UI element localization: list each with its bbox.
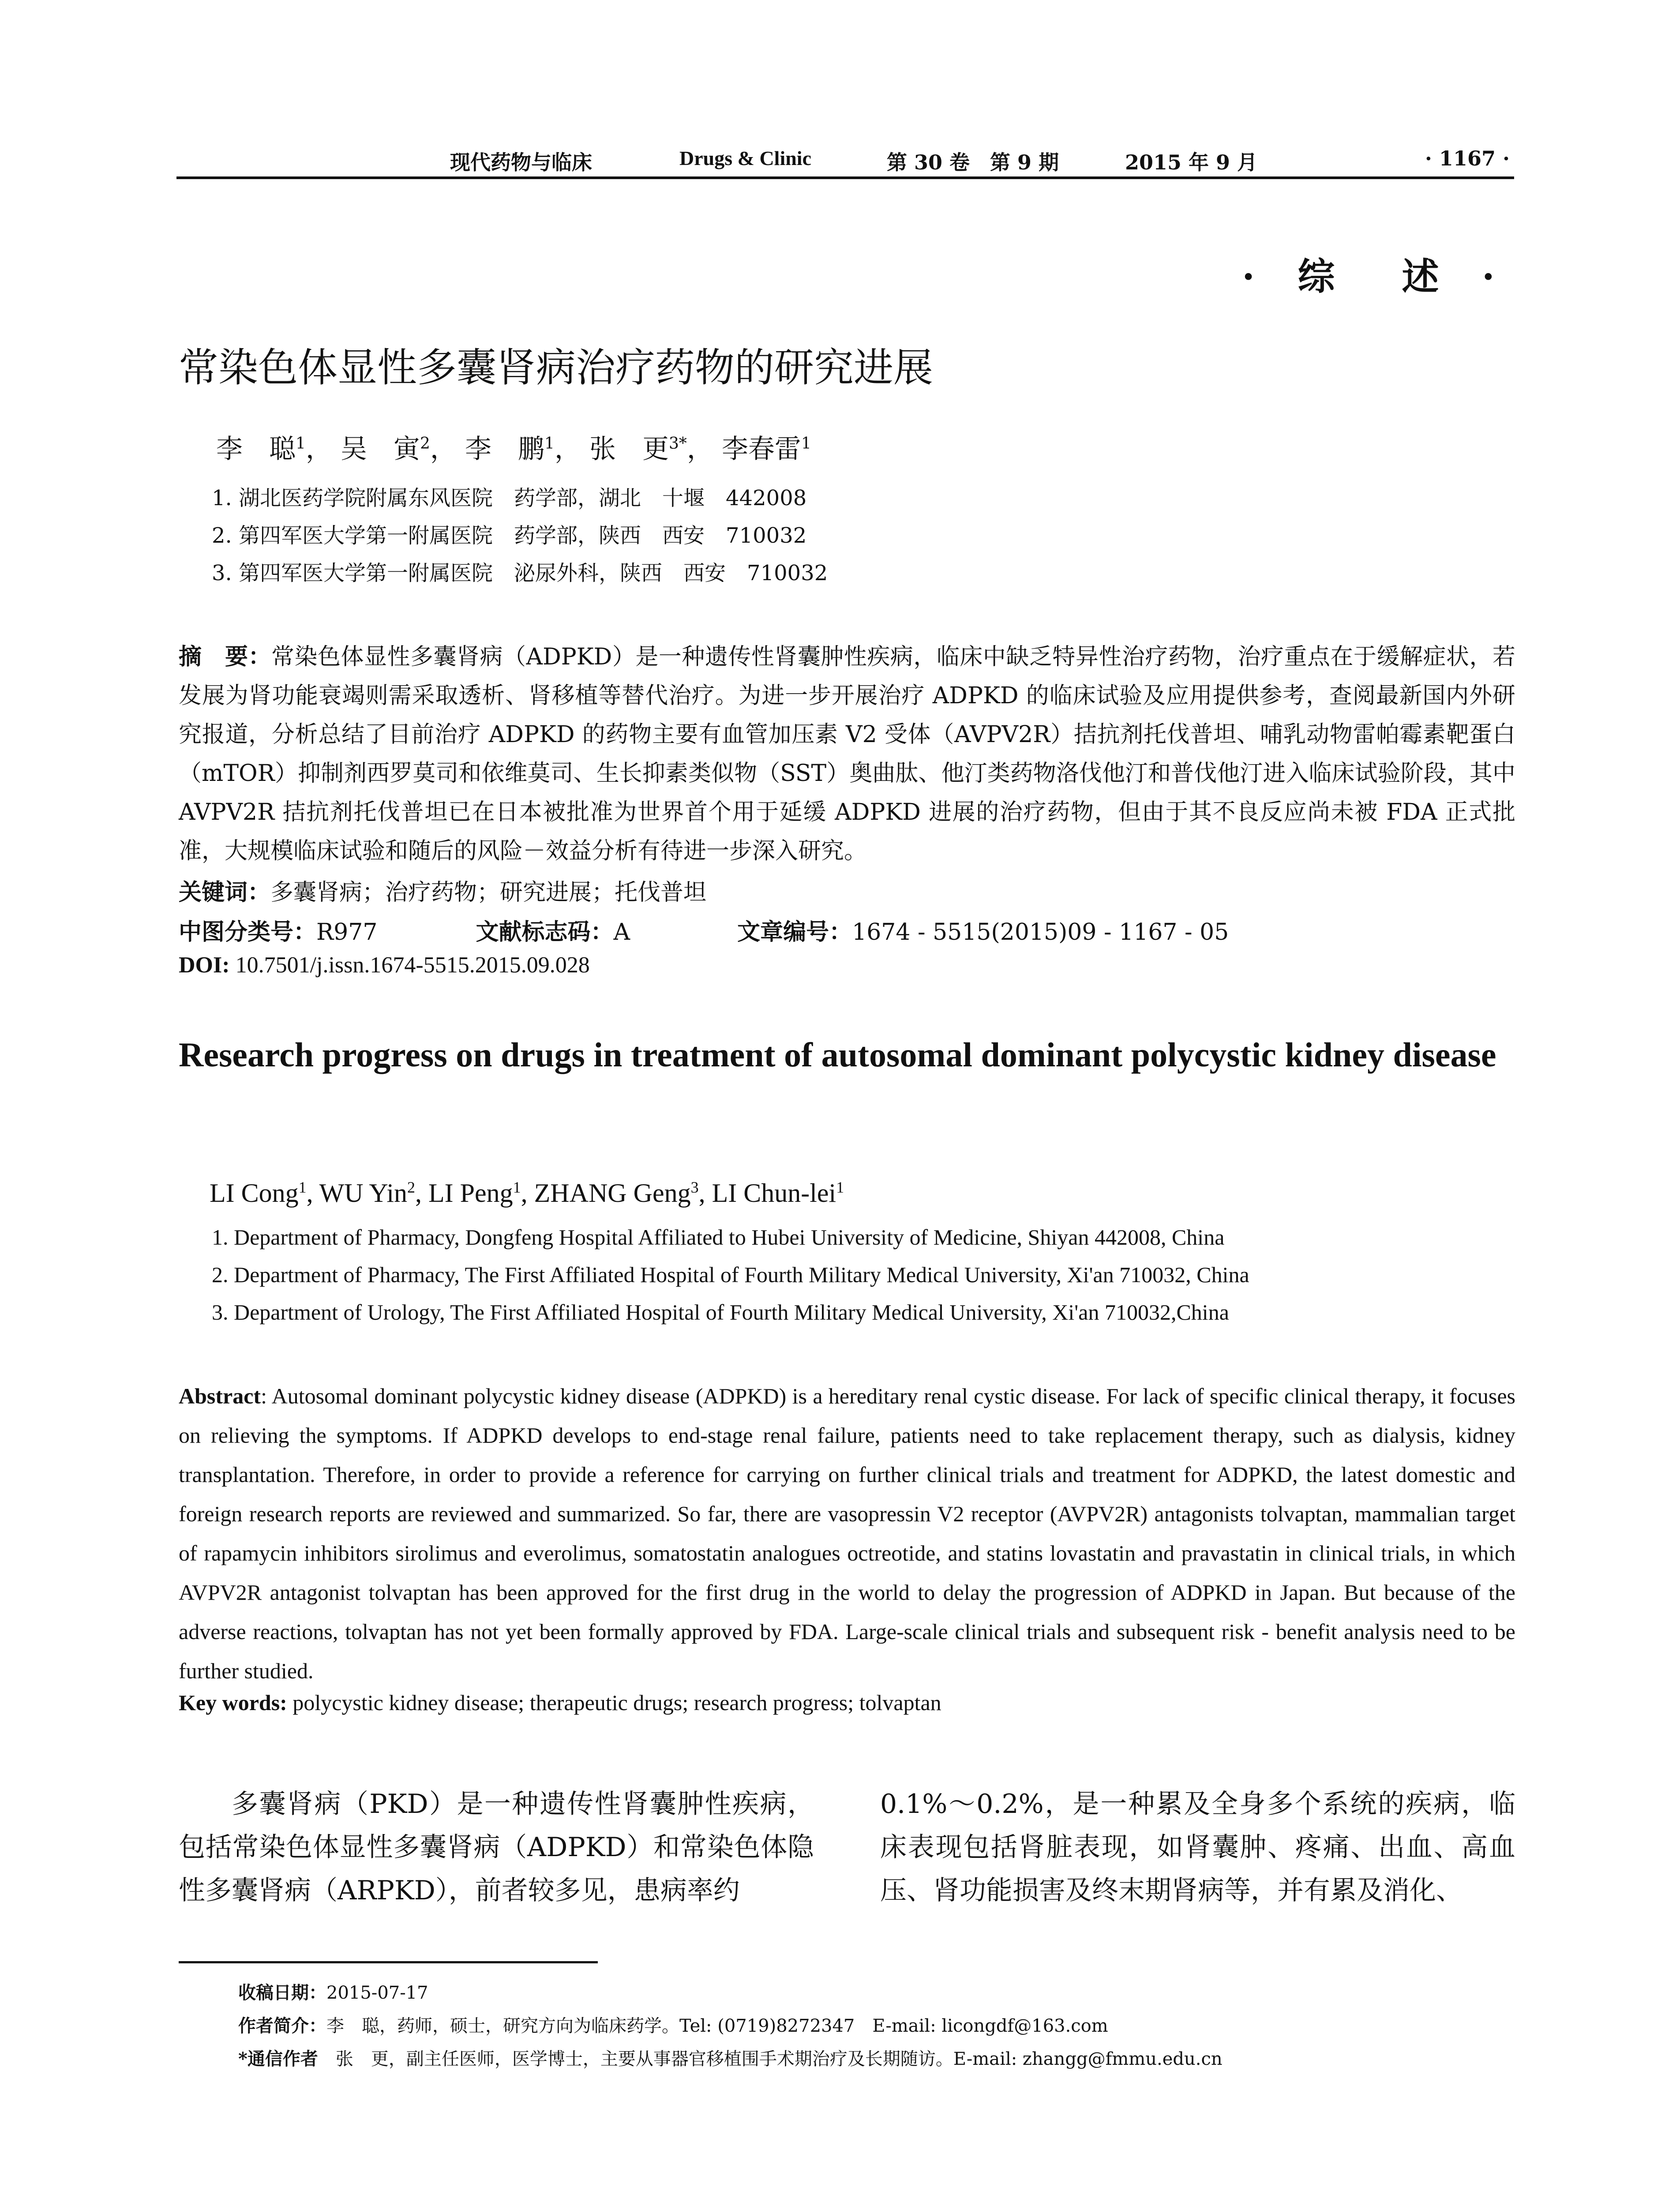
footnote-text: 李 聪，药师，硕士，研究方向为临床药学。Tel: (0719)8272347 E-mail: licongdf@163.com bbox=[326, 2016, 1108, 2036]
doc-code-label: 文献标志码： bbox=[476, 919, 614, 945]
body-column-left: 多囊肾病（PKD）是一种遗传性肾囊肿性疾病，包括常染色体显性多囊肾病（ADPKD）和常染色体隐性多囊肾病（ARPKD），前者较多见，患病率约 bbox=[179, 1789, 814, 1906]
authors-en bbox=[210, 1178, 844, 1208]
affiliation-en: 1. Department of Pharmacy, Dongfeng Hospital Affiliated to Hubei University of Medicine, Shiyan 442008, China bbox=[212, 1225, 1225, 1249]
footnote-label: 收稿日期： bbox=[238, 1982, 326, 2003]
abstract-en bbox=[179, 1377, 1515, 1691]
journal-name-en: Drugs & Clinic bbox=[679, 147, 811, 169]
affiliation-cn: 3. 第四军医大学第一附属医院 泌尿外科，陕西 西安 710032 bbox=[212, 561, 828, 585]
footnote-rule bbox=[179, 1961, 598, 1963]
author-separator: ， bbox=[686, 434, 713, 465]
volume-issue: 第 30 卷 第 9 期 bbox=[887, 150, 1059, 174]
footnote-label: 作者简介： bbox=[238, 2015, 326, 2036]
abstract-cn-label: 摘 要： bbox=[179, 643, 272, 670]
affiliation-en: 3. Department of Urology, The First Affiliated Hospital of Fourth Military Medical University, Xi'an 710032,China bbox=[212, 1300, 1229, 1324]
authors-cn bbox=[216, 428, 811, 466]
section-tag: · 综 述 · bbox=[1242, 255, 1510, 298]
author: ZHANG Geng bbox=[534, 1178, 691, 1208]
author: 李 鹏 bbox=[465, 434, 544, 465]
page-number: · 1167 · bbox=[1425, 146, 1510, 170]
footnote-text: 张 更，副主任医师，医学博士，主要从事器官移植围手术期治疗及长期随访。E-mail: zhangg@fmmu.edu.cn bbox=[318, 2049, 1222, 2069]
author-affiliation-mark: 1 bbox=[296, 435, 306, 453]
affiliation-cn: 1. 湖北医药学院附属东风医院 药学部，湖北 十堰 442008 bbox=[212, 486, 807, 510]
footnote-text: 2015-07-17 bbox=[326, 1983, 428, 2003]
footnote-corresponding bbox=[238, 2045, 1222, 2070]
author: LI Cong bbox=[210, 1178, 299, 1208]
keywords-en-text: polycystic kidney disease; therapeutic drugs; research progress; tolvaptan bbox=[287, 1690, 941, 1715]
author-separator: ， bbox=[305, 434, 332, 465]
doi-label: DOI: bbox=[179, 953, 230, 978]
author-affiliation-mark: 1 bbox=[836, 1178, 844, 1196]
author: LI Chun-lei bbox=[712, 1178, 836, 1208]
author-separator: , bbox=[306, 1178, 319, 1208]
keywords-cn bbox=[179, 874, 706, 907]
journal-name-cn: 现代药物与临床 bbox=[450, 150, 592, 174]
clc-label: 中图分类号： bbox=[179, 919, 317, 945]
running-header bbox=[176, 142, 1514, 177]
affiliation-en: 2. Department of Pharmacy, The First Affiliated Hospital of Fourth Military Medical University, Xi'an 710032, China bbox=[212, 1262, 1249, 1287]
author-affiliation-mark: 1 bbox=[544, 435, 555, 453]
abstract-en-colon: : bbox=[261, 1384, 267, 1408]
author-separator: , bbox=[521, 1178, 534, 1208]
author-affiliation-mark: 1 bbox=[801, 435, 811, 453]
author: LI Peng bbox=[428, 1178, 513, 1208]
author-separator: , bbox=[415, 1178, 429, 1208]
footnote-received bbox=[238, 1979, 428, 2004]
abstract-cn bbox=[179, 638, 1515, 870]
author-affiliation-mark: 2 bbox=[407, 1178, 416, 1196]
author: 李 聪 bbox=[216, 434, 296, 465]
title-cn: 常染色体显性多囊肾病治疗药物的研究进展 bbox=[179, 345, 933, 391]
abstract-cn-text: 常染色体显性多囊肾病（ADPKD）是一种遗传性肾囊肿性疾病，临床中缺乏特异性治疗药物，治疗重点在于缓解症状，若发展为肾功能衰竭则需采取透析、肾移植等替代治疗。为进一步开展治疗 ADPKD 的临床试验及应用提供参考，查阅最新国内外研究报道，分析总结了目前治疗 ADPKD 的药物主要有血管加压素 V2 受体（AVPV2R）拮抗剂托伐普坦、哺乳动物雷帕霉素靶蛋白（mTOR）抑制剂西罗莫司和依维莫司、生长抑素类似物（SST）奥曲肽、他汀类药物洛伐他汀和普伐他汀进入临床试验阶段，其中 AVPV2R 拮抗剂托伐普坦已在日本被批准为世界首个用于延缓 ADPKD 进展的治疗药物，但由于其不良反应尚未被 FDA 正式批准，大规模临床试验和随后的风险－效益分析有待进一步深入研究。 bbox=[179, 644, 1515, 864]
author: 李春雷 bbox=[721, 434, 801, 465]
header-rule bbox=[176, 176, 1514, 179]
abstract-en-label: Abstract bbox=[179, 1384, 261, 1408]
author-affiliation-mark: 1 bbox=[513, 1178, 521, 1196]
author-affiliation-mark: 1 bbox=[298, 1178, 307, 1196]
classification-line bbox=[179, 913, 1229, 946]
author-separator: , bbox=[698, 1178, 712, 1208]
author-affiliation-mark: 2 bbox=[420, 435, 430, 453]
author-affiliation-mark: 3 bbox=[690, 1178, 699, 1196]
keywords-cn-text: 多囊肾病；治疗药物；研究进展；托伐普坦 bbox=[270, 879, 707, 906]
title-en: Research progress on drugs in treatment of autosomal dominant polycystic kidney disease bbox=[179, 1035, 1496, 1074]
footnote-label: *通信作者 bbox=[238, 2048, 318, 2069]
keywords-en-label: Key words: bbox=[179, 1690, 287, 1715]
keywords-en bbox=[179, 1690, 941, 1715]
body-column-right: 0.1%～0.2%，是一种累及全身多个系统的疾病，临床表现包括肾脏表现，如肾囊肿、疼痛、出血、高血压、肾功能损害及终末期肾病等，并有累及消化、 bbox=[880, 1789, 1515, 1906]
footnote-author-bio bbox=[238, 2012, 1108, 2037]
author-separator: ， bbox=[430, 434, 457, 465]
abstract-en-text: Autosomal dominant polycystic kidney disease (ADPKD) is a hereditary renal cystic disease. For lack of specific clinical therapy, it focuses on relieving the symptoms. If ADPKD develops to end-stage renal failure, patients need to take replacement therapy, such as dialysis, kidney transplantation. Therefore, in order to provide a reference for carrying on further clinical trials and treatment for ADPKD, the latest domestic and foreign research reports are reviewed and summarized. So far, there are vasopressin V2 receptor (AVPV2R) antagonists tolvaptan, mammalian target of rapamycin inhibitors sirolimus and everolimus, somatostatin analogues octreotide, and statins lovastatin and pravastatin in clinical trials, in which AVPV2R antagonist tolvaptan has been approved for the first drug in the world to delay the progression of ADPKD in Japan. But because of the adverse reactions, tolvaptan has not yet been formally approved by FDA. Large-scale clinical trials and subsequent risk - benefit analysis need to be further studied. bbox=[179, 1384, 1515, 1683]
author: 吴 寅 bbox=[340, 434, 420, 465]
author: 张 更 bbox=[589, 434, 669, 465]
doi-line bbox=[179, 952, 590, 978]
doi-value: 10.7501/j.issn.1674-5515.2015.09.028 bbox=[235, 953, 590, 978]
clc-value: R977 bbox=[316, 919, 378, 945]
keywords-cn-label: 关键词： bbox=[179, 879, 271, 906]
article-no-value: 1674 - 5515(2015)09 - 1167 - 05 bbox=[852, 919, 1229, 945]
issue-date: 2015 年 9 月 bbox=[1125, 150, 1258, 174]
article-no-label: 文章编号： bbox=[737, 919, 852, 945]
doc-code-value: A bbox=[613, 919, 630, 945]
author-affiliation-mark: 3* bbox=[668, 435, 687, 453]
author-separator: ， bbox=[554, 434, 581, 465]
author: WU Yin bbox=[319, 1178, 408, 1208]
affiliation-cn: 2. 第四军医大学第一附属医院 药学部，陕西 西安 710032 bbox=[212, 523, 807, 548]
